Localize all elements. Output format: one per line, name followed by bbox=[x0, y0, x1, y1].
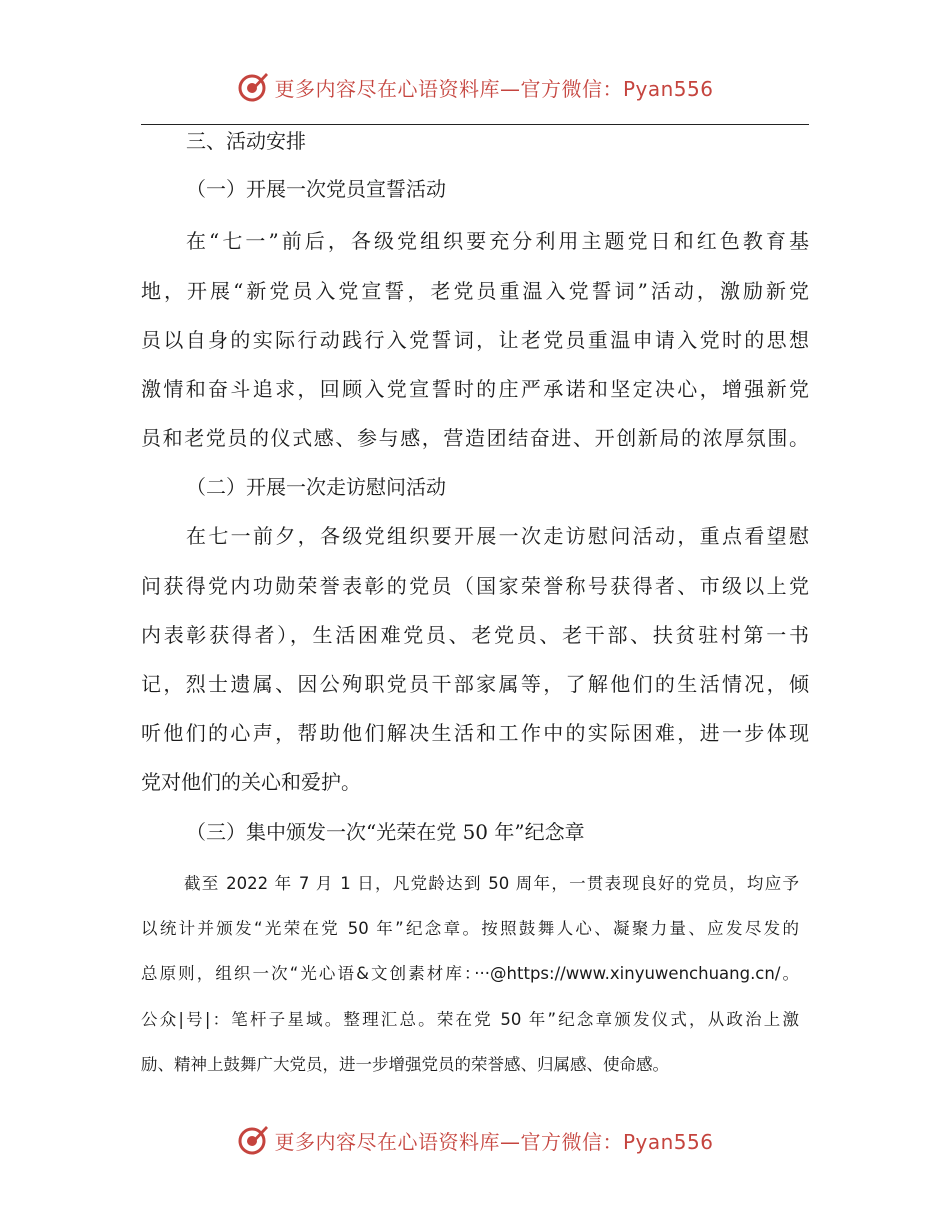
header-banner-text: 更多内容尽在心语资料库—官方微信：Pyan556 bbox=[274, 76, 714, 101]
paragraph-line: 励、精神上鼓舞广大党员，进一步增强党员的荣誉感、归属感、使命感。 bbox=[141, 1055, 669, 1074]
header-banner bbox=[0, 70, 950, 104]
paragraph-line: 问获得党内功勋荣誉表彰的党员（国家荣誉称号获得者、市级以上党 bbox=[141, 574, 809, 598]
paragraph-line: 激情和奋斗追求，回顾入党宣誓时的庄严承诺和坚定决心，增强新党 bbox=[141, 377, 809, 401]
subheading-3: （三）集中颁发一次“光荣在党 50 年”纪念章 bbox=[186, 820, 585, 844]
paragraph-line: 地，开展“新党员入党宣誓，老党员重温入党誓词”活动，激励新党 bbox=[141, 279, 809, 303]
header-rule bbox=[141, 124, 809, 125]
footer-banner bbox=[0, 1123, 950, 1157]
paragraph-line: 记，烈士遗属、因公殉职党员干部家属等，了解他们的生活情况，倾 bbox=[141, 672, 809, 696]
subheading-1: （一）开展一次党员宣誓活动 bbox=[186, 177, 446, 201]
paragraph-line: 在“七一”前后，各级党组织要充分利用主题党日和红色教育基 bbox=[186, 229, 809, 253]
paragraph-line: 听他们的心声，帮助他们解决生活和工作中的实际困难，进一步体现 bbox=[141, 721, 809, 745]
paragraph-line: 员和老党员的仪式感、参与感，营造团结奋进、开创新局的浓厚氛围。 bbox=[141, 426, 809, 450]
paragraph-line: 在七一前夕，各级党组织要开展一次走访慰问活动，重点看望慰 bbox=[186, 524, 809, 548]
footer-banner-text: 更多内容尽在心语资料库—官方微信：Pyan556 bbox=[274, 1129, 714, 1154]
paragraph-line: 内表彰获得者），生活困难党员、老党员、老干部、扶贫驻村第一书 bbox=[141, 623, 809, 647]
pen-logo-icon bbox=[236, 1123, 270, 1157]
pen-logo-icon bbox=[236, 70, 270, 104]
paragraph-line: 党对他们的关心和爱护。 bbox=[141, 770, 361, 794]
section-heading: 三、活动安排 bbox=[186, 129, 306, 153]
paragraph-line: 截至 2022 年 7 月 1 日，凡党龄达到 50 周年，一贯表现良好的党员，均应予 bbox=[184, 874, 799, 893]
paragraph-line: 以统计并颁发“光荣在党 50 年”纪念章。按照鼓舞人心、凝聚力量、应发尽发的 bbox=[141, 919, 799, 938]
paragraph-line: 总原则，组织一次“光心语&文创素材库：···@https://www.xinyuwenchuang.cn/。 bbox=[141, 964, 799, 983]
paragraph-line: 公众|号|：笔杆子星域。整理汇总。荣在党 50 年”纪念章颁发仪式，从政治上激 bbox=[141, 1010, 799, 1029]
paragraph-line: 员以自身的实际行动践行入党誓词，让老党员重温申请入党时的思想 bbox=[141, 328, 809, 352]
subheading-2: （二）开展一次走访慰问活动 bbox=[186, 475, 446, 499]
